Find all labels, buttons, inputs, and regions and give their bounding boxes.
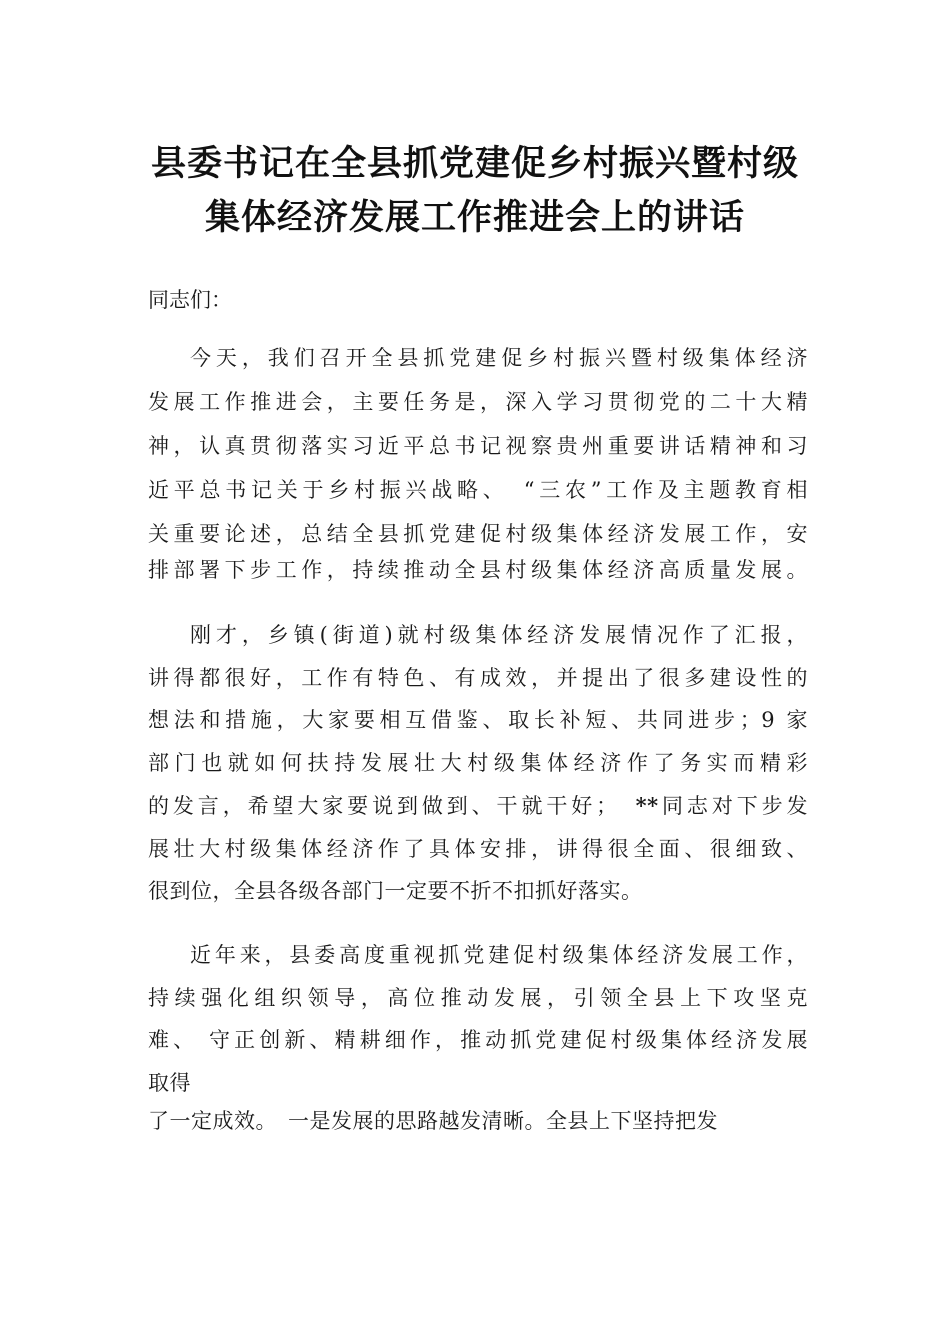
paragraph-1-line-1: 今天，我们召开全县抓党建促乡村振兴暨村级集体经济 (190, 346, 808, 370)
paragraph-2-line-6: 展壮大村级集体经济作了具体安排，讲得很全面、很细致、 (148, 837, 808, 861)
paragraph-2-line-7: 很到位，全县各级各部门一定要不折不扣抓好落实。 (148, 879, 643, 903)
paragraph-3-line-3: 难、 守正创新、精耕细作，推动抓党建促村级集体经济发展 (148, 1028, 808, 1052)
redacted-name-mark: ** (635, 793, 659, 818)
paragraph-2-line-3: 想法和措施，大家要相互借鉴、取长补短、共同进步；9 家 (148, 708, 808, 732)
paragraph-2-line-5-text: 的发言，希望大家要说到做到、干就干好； (148, 794, 618, 818)
salutation: 同志们： (148, 288, 232, 312)
document-title-line-1: 县委书记在全县抓党建促乡村振兴暨村级 (150, 144, 799, 184)
paragraph-3-line-4: 取得 (148, 1071, 191, 1095)
paragraph-3-line-1: 近年来，县委高度重视抓党建促村级集体经济发展工作， (190, 943, 808, 967)
paragraph-2-line-5 (148, 791, 808, 821)
paragraph-1-line-5: 关重要论述，总结全县抓党建促村级集体经济发展工作，安 (148, 522, 808, 546)
paragraph-2-line-5-tail: 同志对下步发 (658, 794, 809, 818)
paragraph-1-line-3: 神，认真贯彻落实习近平总书记视察贵州重要讲话精神和习 (148, 434, 808, 458)
paragraph-2-line-1: 刚才，乡镇(街道)就村级集体经济发展情况作了汇报， (190, 623, 808, 647)
paragraph-3-line-5: 了一定成效。 一是发展的思路越发清晰。全县上下坚持把发 (148, 1109, 718, 1133)
paragraph-3-line-2: 持续强化组织领导，高位推动发展，引领全县上下攻坚克 (148, 986, 808, 1010)
paragraph-1-line-2: 发展工作推进会，主要任务是，深入学习贯彻党的二十大精 (148, 390, 808, 414)
paragraph-1-line-6: 排部署下步工作，持续推动全县村级集体经济高质量发展。 (148, 558, 808, 582)
paragraph-1-line-4: 近平总书记关于乡村振兴战略、 “三农”工作及主题教育相 (148, 478, 808, 502)
paragraph-2-line-2: 讲得都很好，工作有特色、有成效，并提出了很多建设性的 (148, 666, 808, 690)
document-title-line-2: 集体经济发展工作推进会上的讲话 (204, 198, 745, 238)
paragraph-2-line-4: 部门也就如何扶持发展壮大村级集体经济作了务实而精彩 (148, 751, 808, 775)
